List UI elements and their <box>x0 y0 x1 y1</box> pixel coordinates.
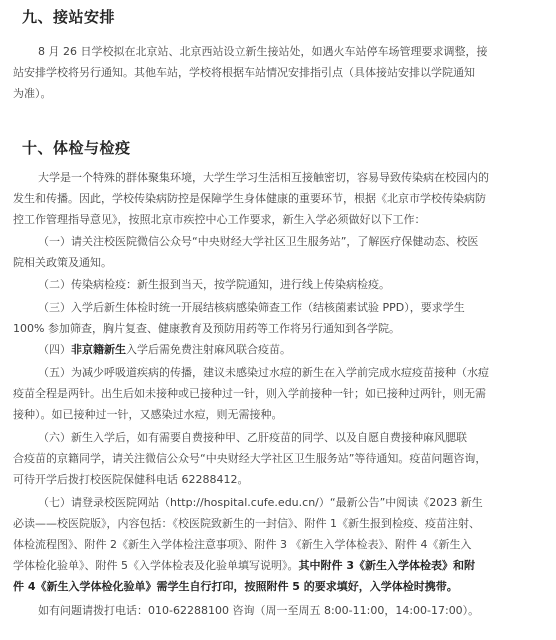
bold-non-beijing: 非京籍新生 <box>71 343 126 356</box>
section-heading-pickup: 九、接站安排 <box>22 8 116 26</box>
contact-line: 如有问题请拨打电话：010-62288100 咨询（周一至周五 8:00-11:00，14:00-17:00）。 <box>38 604 480 617</box>
paragraph-line <box>38 342 291 358</box>
paragraph-line: 疫苗全程是两针。出生后如未接种或已接种过一针，则入学前接种一针；如已接种过两针，则无需 <box>13 387 486 400</box>
paragraph-line: 为准）。 <box>13 87 52 100</box>
paragraph-line: 院相关政策及通知。 <box>13 256 112 269</box>
paragraph-line: 控工作管理指导意见》，按照北京市疾控中心工作要求，新生入学必须做好以下工作： <box>13 213 426 226</box>
paragraph-line: 8 月 26 日学校拟在北京站、北京西站设立新生接站处，如遇火车站停车场管理要求调整，接 <box>38 45 488 58</box>
paragraph-line: （三）入学后新生体检时统一开展结核病感染筛查工作（结核菌素试验 PPD），要求学生 <box>38 301 465 314</box>
paragraph-line: （二）传染病检疫：新生报到当天，按学院通知，进行线上传染病检疫。 <box>38 278 390 291</box>
paragraph-line <box>13 579 458 595</box>
paragraph-line: （七）请登录校医院网站（http://hospital.cufe.edu.cn/）“最新公告”中阅读《2023 新生 <box>38 496 483 509</box>
paragraph-line: 体检流程图》、附件 2《新生入学体检注意事项》、附件 3 《新生入学体检表》、附件 4《新生入 <box>13 538 472 551</box>
paragraph-line: 大学是一个特殊的群体聚集环境，大学生学习生活相互接触密切，容易导致传染病在校园内的 <box>38 171 489 184</box>
paragraph-line: （五）为减少呼吸道疾病的传播，建议未感染过水痘的新生在入学前完成水痘疫苗接种（水痘 <box>38 366 489 379</box>
section-heading-health-check: 十、体检与检疫 <box>22 139 131 157</box>
paragraph-line <box>13 558 475 574</box>
paragraph-line: 站安排学校将另行通知。其他车站，学校将根据车站情况安排指引点（具体接站安排以学院通知 <box>13 66 475 79</box>
paragraph-line: 合疫苗的京籍同学，请关注微信公众号“中央财经大学社区卫生服务站”等待通知。疫苗问题咨询， <box>13 452 487 465</box>
paragraph-line: （一）请关注校医院微信公众号“中央财经大学社区卫生服务站”，了解医疗保健动态、校医 <box>38 235 479 248</box>
bold-print-notice-cont: 件 4《新生入学体检化验单》需学生自行打印，按照附件 5 的要求填好，入学体检时携带。 <box>13 580 458 593</box>
paragraph-line: 必读——校医院版》，内容包括：《校医院致新生的一封信》、附件 1《新生报到检疫、疫苗注射、 <box>13 517 480 530</box>
paragraph-line: 100% 参加筛查，胸片复查、健康教育及预防用药等工作将另行通知到各学院。 <box>13 322 400 335</box>
bold-print-notice: 其中附件 3《新生入学体检表》和附 <box>298 559 475 572</box>
paragraph-line: （六）新生入学后，如有需要自费接种甲、乙肝疫苗的同学、以及自愿自费接种麻风腮联 <box>38 431 467 444</box>
paragraph-line: 接种）。如已接种过一针，又感染过水痘，则无需接种。 <box>13 408 283 421</box>
line-rest: 入学后需免费注射麻风联合疫苗。 <box>126 343 291 356</box>
item-number: （四） <box>38 343 71 356</box>
line-start: 学体检化验单》、附件 5《入学体检表及化验单填写说明》。 <box>13 559 299 572</box>
paragraph-line: 可待开学后拨打校医院保健科电话 62288412。 <box>13 473 249 486</box>
paragraph-line: 发生和传播。因此，学校传染病防控是保障学生身体健康的重要环节，根据《北京市学校传染病防 <box>13 192 486 205</box>
